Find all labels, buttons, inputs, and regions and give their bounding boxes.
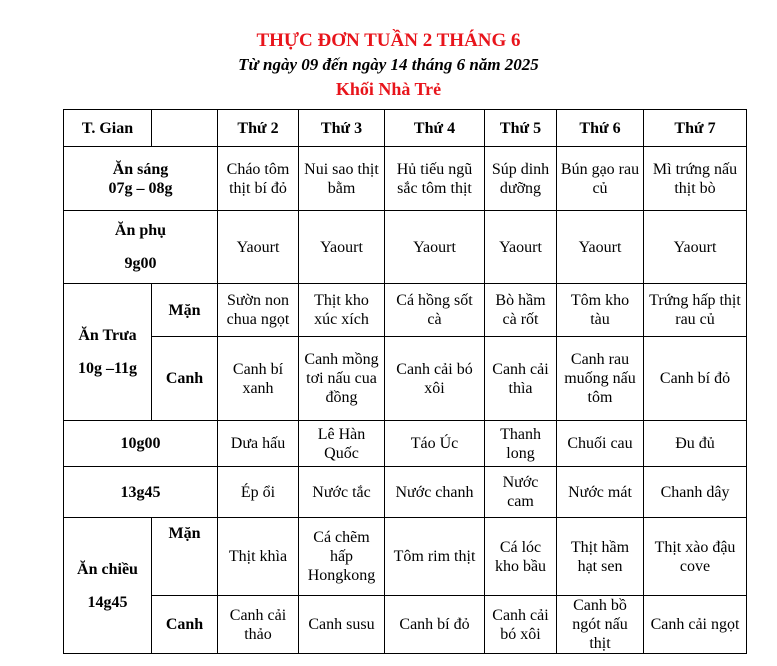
meal-cell: Yaourt [385,211,485,284]
meal-cell: Thịt khìa [218,518,299,596]
meal-cell: Canh cải ngọt [644,596,747,654]
meal-cell: Cháo tôm thịt bí đỏ [218,147,299,211]
meal-cell: Canh rau muống nấu tôm [557,337,644,421]
meal-cell: Canh bồ ngót nấu thịt [557,596,644,654]
day-header: Thứ 3 [299,110,385,147]
time-header: T. Gian [64,110,152,147]
snack-label: Ăn phụ 9g00 [64,211,218,284]
meal-cell: Hủ tiếu ngũ sắc tôm thịt [385,147,485,211]
meal-cell: Canh bí đỏ [385,596,485,654]
meal-cell: Thịt hầm hạt sen [557,518,644,596]
meal-cell: Súp dinh dưỡng [485,147,557,211]
group-name: Khối Nhà Trẻ [335,79,442,99]
meal-cell: Canh cải bó xôi [485,596,557,654]
meal-cell: Thanh long [485,421,557,467]
meal-cell: Nước mát [557,467,644,518]
header-row [64,110,747,147]
lunch-man-row [64,284,747,337]
afternoon-man-label: Mặn [152,518,218,596]
afternoon-canh-row [64,596,747,654]
meal-cell: Yaourt [218,211,299,284]
meal-cell: Bò hầm cà rốt [485,284,557,337]
meal-cell: Canh cải bó xôi [385,337,485,421]
lunch-label: Ăn Trưa 10g –11g [64,284,152,421]
meal-cell: Bún gạo rau củ [557,147,644,211]
afternoon-canh-label: Canh [152,596,218,654]
drink-row [64,467,747,518]
meal-cell: Chanh dây [644,467,747,518]
meal-cell: Nước cam [485,467,557,518]
meal-cell: Canh cải thảo [218,596,299,654]
lunch-canh-row [64,337,747,421]
meal-cell: Thịt kho xúc xích [299,284,385,337]
meal-cell: Dưa hấu [218,421,299,467]
meal-cell: Canh bí xanh [218,337,299,421]
meal-cell: Canh bí đỏ [644,337,747,421]
meal-cell: Canh susu [299,596,385,654]
meal-cell: Tôm kho tàu [557,284,644,337]
menu-title: THỰC ĐƠN TUẦN 2 THÁNG 6 [256,30,521,51]
meal-cell: Thịt xào đậu cove [644,518,747,596]
meal-cell: Yaourt [644,211,747,284]
day-header: Thứ 4 [385,110,485,147]
weekly-menu-table [63,109,747,654]
lunch-canh-label: Canh [152,337,218,421]
breakfast-label: Ăn sáng 07g – 08g [64,147,218,211]
meal-cell: Cá hồng sốt cà [385,284,485,337]
meal-cell: Yaourt [299,211,385,284]
meal-cell: Yaourt [557,211,644,284]
date-range: Từ ngày 09 đến ngày 14 tháng 6 năm 2025 [238,55,539,74]
day-header: Thứ 7 [644,110,747,147]
meal-cell: Nước tắc [299,467,385,518]
sub-header-empty [152,110,218,147]
meal-cell: Nước chanh [385,467,485,518]
drink-time-label: 13g45 [64,467,218,518]
meal-cell: Ép ổi [218,467,299,518]
snack-row [64,211,747,284]
meal-cell: Lê Hàn Quốc [299,421,385,467]
meal-cell: Tôm rim thịt [385,518,485,596]
meal-cell: Canh cải thìa [485,337,557,421]
afternoon-label: Ăn chiều 14g45 [64,518,152,654]
afternoon-man-row [64,518,747,596]
meal-cell: Sườn non chua ngọt [218,284,299,337]
meal-cell: Đu đủ [644,421,747,467]
meal-cell: Yaourt [485,211,557,284]
meal-cell: Chuối cau [557,421,644,467]
meal-cell: Cá chẽm hấp Hongkong [299,518,385,596]
lunch-man-label: Mặn [152,284,218,337]
meal-cell: Nui sao thịt bằm [299,147,385,211]
meal-cell: Mì trứng nấu thịt bò [644,147,747,211]
day-header: Thứ 5 [485,110,557,147]
meal-cell: Táo Úc [385,421,485,467]
day-header: Thứ 6 [557,110,644,147]
meal-cell: Trứng hấp thịt rau củ [644,284,747,337]
fruit-row [64,421,747,467]
breakfast-row [64,147,747,211]
meal-cell: Cá lóc kho bầu [485,518,557,596]
meal-cell: Canh mồng tơi nấu cua đồng [299,337,385,421]
day-header: Thứ 2 [218,110,299,147]
fruit-time-label: 10g00 [64,421,218,467]
